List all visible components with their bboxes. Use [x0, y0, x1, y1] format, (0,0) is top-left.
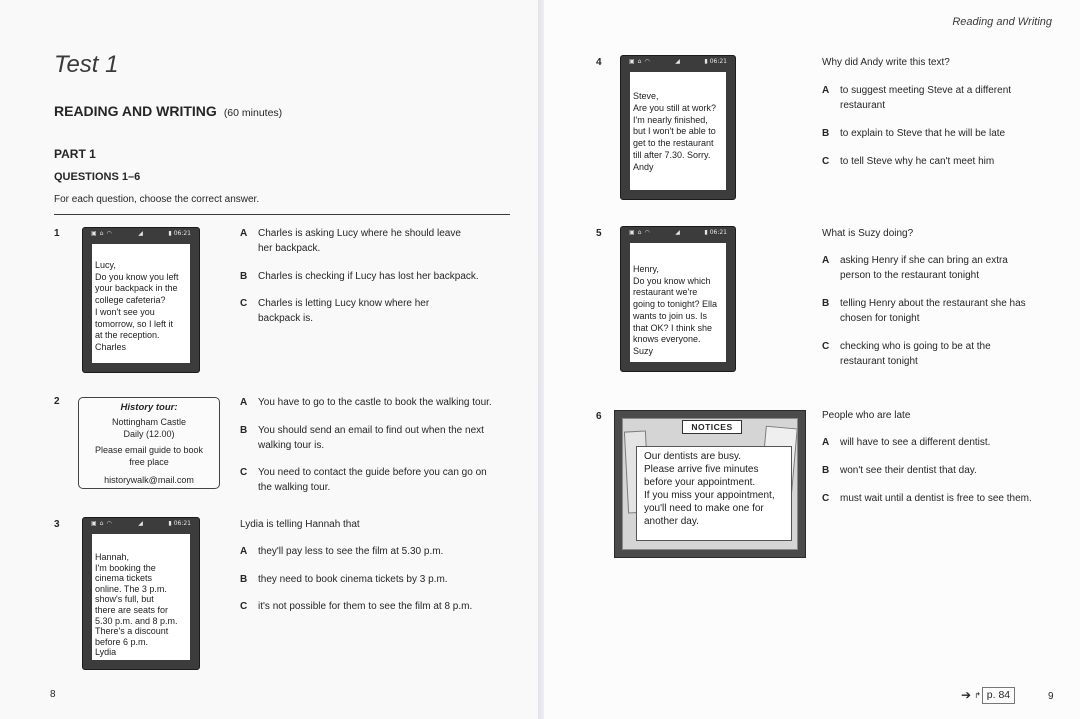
- option-letter: B: [240, 425, 248, 436]
- option-text: You need to contact the guide before you can go on the walking tour.: [258, 467, 487, 493]
- option-letter: A: [240, 397, 248, 408]
- battery-icon: ▮: [704, 58, 708, 65]
- status-icons-left: [629, 57, 653, 67]
- option-letter: C: [240, 467, 248, 478]
- status-icons-left: [91, 519, 115, 529]
- option-text: will have to see a different dentist.: [840, 437, 991, 448]
- phone-text-message: [620, 55, 736, 200]
- option-a: [822, 253, 1080, 281]
- left-page: [0, 0, 538, 719]
- notices-label: NOTICES: [682, 420, 742, 434]
- option-text: You have to go to the castle to book the walking tour.: [258, 397, 492, 408]
- question-number: 4: [596, 57, 602, 68]
- phone-status-bar: [629, 228, 727, 238]
- option-a: [822, 435, 1080, 450]
- phone-screen: [630, 72, 726, 190]
- phone-status-bar: [629, 57, 727, 67]
- page-reference[interactable]: p. 84: [982, 687, 1015, 704]
- phone-screen: [630, 243, 726, 362]
- questions-range: QUESTIONS 1–6: [54, 171, 141, 183]
- option-letter: A: [240, 228, 248, 239]
- wifi-icon: ◠: [644, 229, 650, 236]
- option-text: must wait until a dentist is free to see them.: [840, 493, 1032, 504]
- page-number: 9: [1048, 691, 1054, 702]
- phone-status-bar: [91, 229, 191, 239]
- option-text: Charles is checking if Lucy has lost her backpack.: [258, 271, 479, 282]
- home-icon: ⌂: [637, 229, 642, 236]
- signal-icon: ◢: [138, 230, 143, 237]
- option-letter: C: [240, 298, 248, 309]
- option-letter: A: [822, 437, 830, 448]
- option-text: to tell Steve why he can't meet him: [840, 156, 995, 167]
- option-c: [822, 339, 1080, 367]
- option-text: asking Henry if she can bring an extra person to the restaurant tonight: [840, 255, 1008, 281]
- home-icon: ⌂: [99, 230, 104, 237]
- option-text: they need to book cinema tickets by 3 p.m.: [258, 574, 448, 585]
- option-c: [240, 465, 520, 493]
- question-stem: Why did Andy write this text?: [822, 57, 950, 68]
- status-time: 06:21: [709, 229, 727, 236]
- option-a: [240, 395, 520, 410]
- option-letter: B: [240, 271, 248, 282]
- phone-screen: [92, 244, 190, 363]
- text-message: Steve, Are you still at work? I'm nearly finished, but I won't be able to get to the restaurant till after 7.30. Sorry. Andy: [633, 91, 717, 172]
- option-b: [240, 572, 520, 587]
- option-text: they'll pay less to see the film at 5.30 p.m.: [258, 546, 444, 557]
- option-text: to explain to Steve that he will be late: [840, 128, 1006, 139]
- option-text: telling Henry about the restaurant she has chosen for tonight: [840, 298, 1026, 324]
- status-icons-right: [166, 519, 191, 529]
- option-letter: C: [822, 341, 830, 352]
- option-b: [240, 269, 520, 284]
- question-stem: Lydia is telling Hannah that: [240, 519, 360, 530]
- option-letter: C: [240, 601, 248, 612]
- option-b: [240, 423, 520, 451]
- battery-icon: ▮: [168, 520, 172, 527]
- page-number: 8: [50, 689, 56, 700]
- status-time: 06:21: [173, 520, 191, 527]
- option-text: to suggest meeting Steve at a different restaurant: [840, 85, 1012, 111]
- option-b: [822, 126, 1080, 141]
- option-letter: B: [822, 128, 830, 139]
- phone-text-message: [82, 517, 200, 670]
- tour-venue: Nottingham Castle Daily (12.00): [111, 417, 187, 439]
- status-icons-right: [702, 228, 727, 238]
- signal-icon: ◢: [675, 229, 680, 236]
- option-letter: B: [240, 574, 248, 585]
- question-number: 3: [54, 519, 60, 530]
- bookmark-corner-icon: ↱: [974, 690, 981, 700]
- option-text: won't see their dentist that day.: [840, 465, 977, 476]
- phone-text-message: [82, 227, 200, 373]
- battery-icon: ▮: [704, 229, 708, 236]
- text-message: Henry, Do you know which restaurant we're going to tonight? Ella wants to join us. Is that OK? I think she knows everyone. Suzy: [633, 264, 718, 356]
- option-letter: A: [822, 85, 830, 96]
- text-message: Lucy, Do you know you left your backpack in the college cafeteria? I won't see you tomorrow, so I left it at the reception. Charles: [95, 260, 179, 352]
- home-icon: ⌂: [99, 520, 104, 527]
- option-text: Charles is asking Lucy where he should leave her backpack.: [258, 228, 461, 254]
- home-icon: ⌂: [637, 58, 642, 65]
- option-a: [240, 544, 520, 559]
- question-number: 5: [596, 228, 602, 239]
- option-c: [240, 599, 520, 614]
- part-heading: PART 1: [54, 147, 96, 161]
- tour-email: historywalk@mail.com: [104, 475, 194, 485]
- tour-title: History tour:: [120, 402, 178, 413]
- arrow-right-icon: ➔: [961, 688, 972, 702]
- option-letter: C: [822, 493, 830, 504]
- signal-icon: ◢: [675, 58, 680, 65]
- section-heading: [54, 103, 282, 121]
- notice-board: [614, 410, 806, 558]
- status-icons-right: [702, 57, 727, 67]
- option-text: You should send an email to find out when the next walking tour is.: [258, 425, 484, 451]
- battery-icon: ▮: [168, 230, 172, 237]
- question-stem: What is Suzy doing?: [822, 228, 914, 239]
- option-text: Charles is letting Lucy know where her backpack is.: [258, 298, 430, 324]
- status-icons-right: [166, 229, 191, 239]
- dentist-notice: [636, 446, 792, 541]
- option-a: [822, 83, 1080, 111]
- notice-board-panel: [622, 418, 798, 550]
- instructions: For each question, choose the correct answer.: [54, 194, 260, 205]
- tour-booking: Please email guide to book free place: [94, 445, 204, 467]
- page-reference-link[interactable]: [961, 686, 1015, 704]
- option-letter: A: [822, 255, 830, 266]
- wifi-icon: ◠: [644, 58, 650, 65]
- text-message: Hannah, I'm booking the cinema tickets online. The 3 p.m. show's full, but there are seats for 5.30 p.m. and 8 p.m. There's a discount before 6 p.m. Lydia: [95, 552, 178, 658]
- wifi-icon: ◠: [106, 230, 112, 237]
- question-number: 1: [54, 228, 60, 239]
- question-stem: People who are late: [822, 410, 911, 421]
- phone-text-message: [620, 226, 736, 372]
- message-icon: ▣: [91, 520, 97, 527]
- section-duration: (60 minutes): [223, 107, 283, 119]
- option-letter: B: [822, 298, 830, 309]
- notice-text: Our dentists are busy. Please arrive five minutes before your appointment. If you miss your appointment, you'll need to make one for another day.: [644, 451, 775, 527]
- option-a: [240, 226, 520, 254]
- option-letter: B: [822, 465, 830, 476]
- option-b: [822, 463, 1080, 478]
- phone-screen: [92, 534, 190, 660]
- option-c: [822, 491, 1080, 506]
- test-title: Test 1: [54, 51, 119, 78]
- wifi-icon: ◠: [106, 520, 112, 527]
- signal-icon: ◢: [138, 520, 143, 527]
- section-name: READING AND WRITING: [54, 103, 217, 119]
- divider: [54, 214, 510, 215]
- phone-status-bar: [91, 519, 191, 529]
- status-icons-left: [91, 229, 115, 239]
- option-text: checking who is going to be at the restaurant tonight: [840, 341, 991, 367]
- message-icon: ▣: [629, 58, 635, 65]
- question-number: 6: [596, 411, 602, 422]
- message-icon: ▣: [629, 229, 635, 236]
- option-c: [240, 296, 520, 324]
- status-time: 06:21: [173, 230, 191, 237]
- running-header: Reading and Writing: [952, 16, 1052, 28]
- right-page: [544, 0, 1080, 719]
- message-icon: ▣: [91, 230, 97, 237]
- option-b: [822, 296, 1080, 324]
- question-number: 2: [54, 396, 60, 407]
- status-icons-left: [629, 228, 653, 238]
- option-c: [822, 154, 1080, 169]
- option-text: it's not possible for them to see the film at 8 p.m.: [258, 601, 473, 612]
- option-letter: A: [240, 546, 248, 557]
- status-time: 06:21: [709, 58, 727, 65]
- option-letter: C: [822, 156, 830, 167]
- history-tour-notice: [78, 397, 220, 489]
